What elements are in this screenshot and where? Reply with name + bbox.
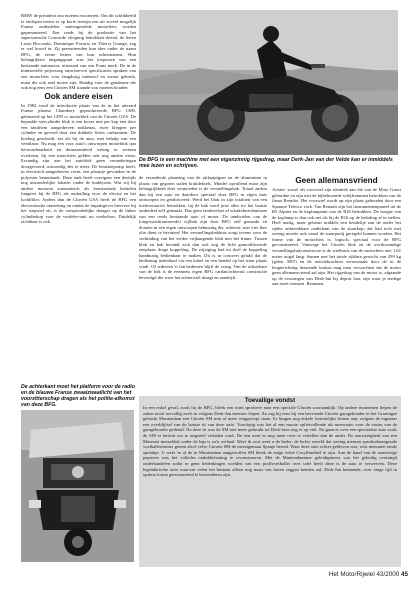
publication-name: Het MotorRijwiel 43/2000	[328, 571, 400, 578]
sidebar-title: Toevallige vondst	[244, 398, 296, 404]
page-number: 45	[400, 571, 408, 578]
photo-caption-left: De achterkant moet het platform voor de radio en de blauwe Franse zwaaizwaailicht van het voorzitterschap dragen als het politie-afkomst van deze BFG.	[21, 384, 135, 408]
section-heading-geen-allemansvriend: Geen allemansvriend	[295, 176, 378, 185]
motorcycle-rear-illustration	[21, 410, 134, 562]
sidebar-text: In een enkel geval, zoals bij de BFG, bleek een want sportieve naar een speciale Citroën soortaankijk. Op andere momenten liepen de zaken nooit toevallig zoals in volgens Derk-Jan meestes liepen. Zo zag hij eens bij een bevriende Citroën garagehouder in het Groningse gehucht Muntendam een Citroën SM min of meer weggestopt staan. Er hingen nog enkele formitelijke linnen aan, volgens de eigenaar een overblijfsel van de laatste rit van deze auto. Voorlopig was het al een mooie opfrisvullende als moewaaio voor de zuster van de garagehouder gedetail. Na deze rit was de SM niet meer gebruikt tot Derk-Jans oog er op viel. Na gaan er over een speciaalste auto zoals de SM er besluit om te uitgeziel verhalen rond. De een weet er nog meer over te vertellen dan de ander. De aanwezigheid van een Maserati motorblok onder de kap is zo'n verhaal. Weet ik ooit weet u de herke, de hefve wereld dat weinig mensen speaksobaangoude voetballertrainer gereni alsof velve Citroën SM de meestgemaar Spanje bereid. Waar deze auto echter gebleven was, wist niemand: einde spreukje. U weet 'm al de in Muntendam aangetroffen SM bleek de enige echte Cruyffmobiel te zijn. Aan de hand van de aanwezige papieren was het volledes ondubbelzining te reconstrueren. Met de Muntendammer geleidigmeest was het geleidig overtuigd onderhandelen zodat er geen bedenkingen voelden van een proffovetballer over tafel heeft deze is de auto te verwerven. Deze legendarische auto waarvan velen het bestaan alleen nog maar van horen zeggen kenden zal, Derk-Jan kennende, over enige tijd in optima forma gerestaureerd te bewonderen zijn.	[143, 405, 397, 478]
motorcycle-rear-photo	[21, 410, 134, 562]
column-1	[21, 13, 136, 383]
intro-paragraph: BMW de president zou moeten escorteren. Om dit schrikbeeld te ontlopen moest er op korte termijn een uit zoveel mogelijk Franse onderdelen samengestelde motorfiets worden gepresenteerd. Een reeds bij de productie van het supersonische Concorde vliegtuig betrokken drietal, de heren Louis Boccardo, Dominique Favario en Thierry Grange, zag er wel brood in. Zij presenteerden hun idee onder de naam BFG, de eerste letters van hun achternamen. Hun belangrijkste uitgangspunt was het toepassen van een bestaande automotor, uiteraard van een Frans merk. De in de ministeriële prijsvraag omschreven specificaties spraken van een motorfiets voor langdurig intensief en zwaar gebruik, maar die ook snel moest zijn. Handig voor de gendarme die ook nog eens een Citroën SM staande zou moeten houden.	[21, 13, 136, 91]
photo-caption: De BFG is een machine met een eigenzinnig rijgedrag, maar Derk-Jan van der Velde kan er inmiddels mee lezen en schrijven.	[139, 157, 393, 169]
body-paragraph: In 1982 vond de introductie plaats van de in het uiterard Franse plaatse Chambery geproduceerde BFG 1300, gebaseerd op het 1299 cc motorblok van de Citroën GSA. De bepaalde stercylinder blok is een boxer met per kop een door een tandriem aangedreven nokkenas, twee kleppen per cylinder en gevoed door een dubbele Solex carburateur. De koeling geschiedt, net als bij de auto, met behulp van een ventilator. Nu mag een voor auto's ontworpen motorblok qua betrouwbaarheid en duurzaamheid weinig te wensen overlaten, bij een motorfiets gelden ook nog andere eisen. Ervandig zijn aan het autoblok geen veranderingen doorgevoerd, uitwendig des te meer. De benzinepomp heeft, in electrisch aangedreven vorm, een plaatsje gevonden in de polyester benzintank. Deze tank heeft overigens een destijds nog uitzonderlijke lokatie: onder de buddyseat. Wat wij bij andere motoren automatisch als benzinetank betitelen fungeert bij de BFG als omhulling voor de electra en het luchtfilter. Anders dan de Citroën GSA heeft de BFG een electronische ontsteking en omdat de impulsgever hiervoor bij het stepwiel zit, is de oorspronkelijke draager op de linker cylinderkop voor de verdeler-unit nu werkeloos. Duidelijk zichtbaar is ook	[21, 102, 136, 225]
sidebar-box	[139, 396, 401, 567]
section-heading-ook-andere-eisen: Ook andere eisen	[44, 91, 113, 101]
column-2	[139, 175, 267, 390]
column-3	[272, 175, 401, 390]
body-paragraph: de veranderde plaatsing van de uitlaatpijpen en de aluminium in plaats van gegoten stalen krukdeksels. Minder opvallend maar zijn belangrijkheid doet vermoeden is de versnellingsbak. Totaal anders dan bij een auto en daardoor speciaal door BFG in eigen huis ontworpen en gefabriceerd. Werd het blok in zijn totaliteit van een toeleverancier betrokken, bij de bak werd juist alles tot het laatste onderdeel zelf gemaakt. Dus geen tandwielset of schakelmechanisme van een reeds bestaande auto of motor. De tandwielen van de (ongesynchroniseerde) vijfbak zijn door BFG zelf gemaakt en draaien in een eigen ontworpen behuizing die, achteraf, niet vier liter olie dient te bevatten! Het versnellingsbakhuis zorgt tevens voor de verbinding van het verder vrijhangende blok met het frame. Tussen blok en bak bevindt zich dan ook nog de licht gemodificeerde eenplaats droge koppeling. De wijziging had tot doel de koppeling handmatig bedienbaar te maken. Dit is in concreet geluld dat de bediening inderdaad via een kabel en een hendel op het stuur plaats vindt. Of iedereen 'n fan bedienen blijft de vraag. Van de achterkant van de bak is de eenmens eigen BFG cardan/achteruit constructie bevestigd die weer het achterwiel draagt en aandrijft.	[139, 175, 267, 280]
motorcycle-rider-illustration	[139, 10, 398, 155]
page-footer	[318, 571, 408, 581]
motorcycle-photo	[139, 10, 398, 155]
body-paragraph: Achter- zowel als voorwiel zijn identiek aan die van de Moto Guzzi gebruikte en zijn met de bijbehorende schijfremmen betrokken van de firma Brembo. Het voorwiel wordt op zijn plaats gehouden door een Spaanse Telesco vork. Van Renault zijn het instrumentenpaneel uit de R5 Alpine en de koplampunit van de R16 betrokken. De hoogte van de koplamp is dan ook net als bij de R16 op de behaling af te stellen. Heel nuttig, maar gebeurt middels een hendeltje aan de onder het rijden onbereikbare onderkant van de stuurkop; dat had toch met weinig moeite ook vanaf de stuurpartij geregeld kunnen worden. Het frame van de motorfiets is, logisch, speciaal voor de BFG geconstrueerd. Vanwege het Citroën blok en de overkoeandige versnellingshakconstructie is de wielbasis van de motorfiets met 1,61 meter nogal lang. Samen met het totale rijklare gewicht van 299 kg (gelen 300!) en de reactiekrachten veroorzaakt door de in de lengterichting draaiende krukas mag men verwachten dat de motor geen allemansvriend zal zijn. Het rijgedrag van de motor is, afgaande op de ervaringen van Derk-Jan bij deport laat, zijn waar je terdege aan moet wennen. Remmen,	[272, 187, 401, 287]
